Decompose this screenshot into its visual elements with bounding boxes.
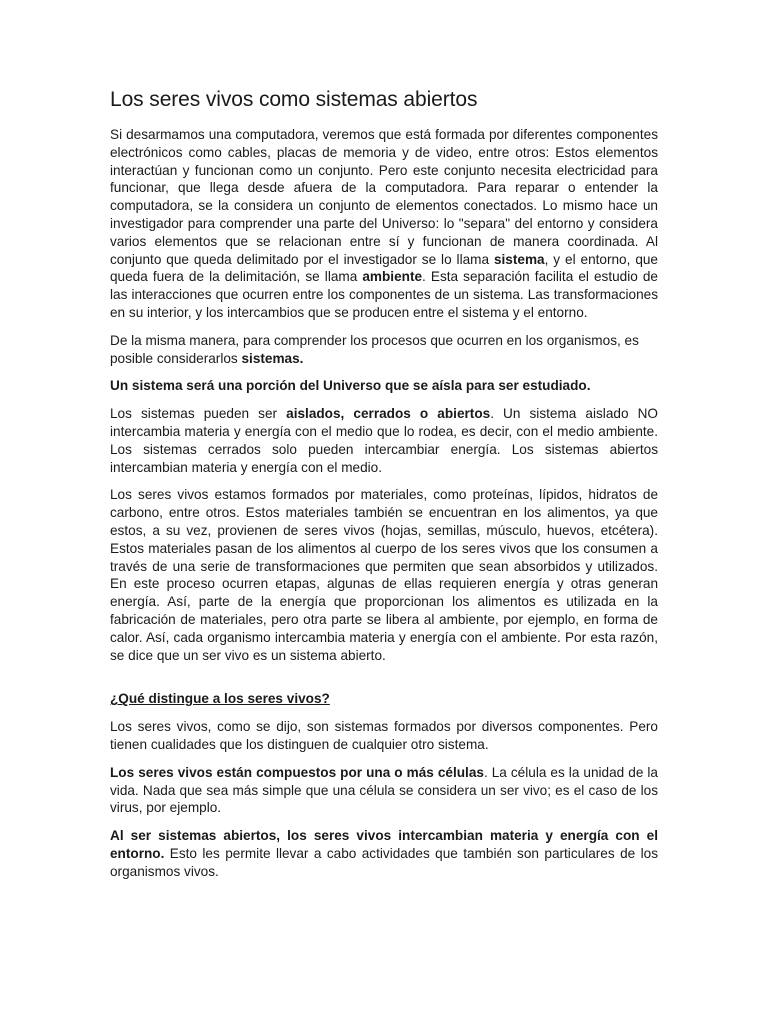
- paragraph-living-materials: [110, 486, 658, 664]
- paragraph-text: De la misma manera, para comprender los procesos que ocurren en los organismos, es posible considerarlos: [110, 332, 639, 366]
- paragraph-cells: [110, 764, 658, 817]
- paragraph-text: Esto les permite llevar a cabo actividades que también son particulares de los organismos vivos.: [110, 845, 658, 879]
- paragraph-text: Los seres vivos estamos formados por materiales, como proteínas, lípidos, hidratos de carbono, entre otros. Estos materiales también se encuentran en los alimentos, ya que estos, a su vez, provienen de seres vivos (hojas, semillas, músculo, huevos, etcétera). Estos materiales pasan de los alimentos al cuerpo de los seres vivos que los consumen a través de una serie de transformaciones que permiten que sean absorbidos y utilizados. En este proceso ocurren etapas, algunas de ellas requieren energía y otras generan energía. Así, parte de la energía que proporcionan los alimentos es utilizada en la fabricación de materiales, pero otra parte se libera al ambiente, por ejemplo, en forma de calor. Así, cada organismo intercambia materia y energía con el ambiente. Por esta razón, se dice que un ser vivo es un sistema abierto.: [110, 487, 658, 663]
- term-sistemas: sistemas.: [241, 350, 304, 366]
- paragraph-text: , y el entorno, que queda fuera de la delimitación, se llama: [110, 251, 658, 285]
- document-page: [110, 86, 658, 890]
- term-cells: Los seres vivos están compuestos por una o más células: [110, 764, 484, 780]
- term-system-types: aislados, cerrados o abiertos: [286, 406, 491, 422]
- term-open-exchange: Al ser sistemas abiertos, los seres vivos intercambian materia y energía con el entorno.: [110, 828, 658, 861]
- paragraph-system-types: [110, 405, 658, 476]
- paragraph-text: Los sistemas pueden ser: [110, 406, 287, 422]
- paragraph-system-definition: [110, 377, 658, 395]
- paragraph-text: . Un sistema aislado NO intercambia materia y energía con el medio que lo rodea, es decir, con el medio ambiente. Los sistemas cerrados solo pueden intercambiar energía. Los sistemas abiertos intercambian materia y energía con el medio.: [110, 406, 658, 475]
- paragraph-text: Los seres vivos, como se dijo, son sistemas formados por diversos componentes. Pero tienen cualidades que los distinguen de cualquier otro sistema.: [110, 719, 658, 752]
- section-heading: ¿Qué distingue a los seres vivos?: [110, 691, 330, 707]
- paragraph-computer-analogy: [110, 126, 658, 322]
- paragraph-open-systems-exchange: [110, 827, 658, 880]
- document-title: Los seres vivos como sistemas abiertos: [110, 88, 478, 111]
- term-sistema: sistema: [493, 251, 545, 267]
- paragraph-organisms-as-systems: [110, 332, 658, 368]
- paragraph-text: Si desarmamos una computadora, veremos que está formada por diferentes componentes electrónicos como cables, placas de memoria y de video, entre otros: Estos elementos interactúan y funcionan como un conjunto. Pero este conjunto necesita electricidad para funcionar, que llega desde afuera de la computadora. Para reparar o entender la computadora, se la considera un conjunto de elementos conectados. Lo mismo hace un investigador para comprender una parte del Universo: lo "separa" del entorno y considera varios elementos que se relacionan entre sí y funcionan de manera coordinada. Al conjunto que queda delimitado por el investigador se lo llama: [110, 127, 658, 267]
- system-definition-text: Un sistema será una porción del Universo que se aísla para ser estudiado.: [110, 378, 591, 394]
- paragraph-distinguishing-qualities: [110, 718, 658, 754]
- paragraph-text: . La célula es la unidad de la vida. Nada que sea más simple que una célula se considera un ser vivo; es el caso de los virus, por ejemplo.: [110, 764, 658, 816]
- term-ambiente: ambiente: [362, 269, 423, 285]
- paragraph-text: . Esta separación facilita el estudio de las interacciones que ocurren entre los componentes de un sistema. Las transformaciones en su interior, y los intercambios que se producen entre el sistema y el entorno.: [110, 269, 658, 320]
